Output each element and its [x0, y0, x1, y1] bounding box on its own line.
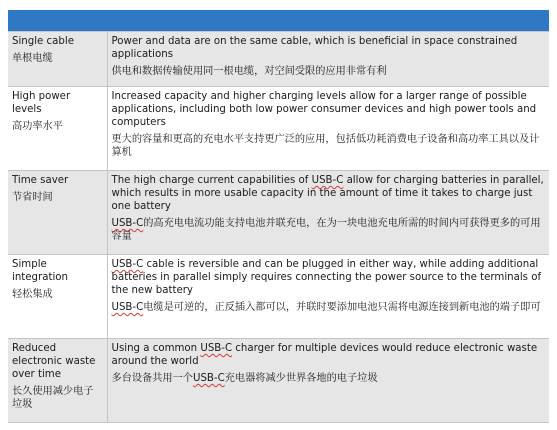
feature-name-en: Single cable: [12, 36, 74, 47]
feature-desc-cell: [107, 339, 549, 423]
header-cell-description: [107, 10, 549, 32]
spellcheck-underline: USB-C: [111, 218, 144, 229]
feature-name-cn: 高功率水平: [12, 121, 63, 132]
feature-name-en: High power levels: [12, 91, 71, 115]
feature-desc-cell: [107, 255, 549, 339]
feature-desc-cn: 更大的容量和更高的充电水平支持更广泛的应用，包括低功耗消费电子设备和高功率工具以及计算机: [111, 134, 540, 158]
feature-name-cn: 单根电缆: [12, 53, 53, 64]
feature-desc-cell: [107, 32, 549, 87]
feature-name-en: Time saver: [12, 175, 69, 186]
feature-name-cell: [8, 339, 107, 423]
spellcheck-underline: USB-C: [311, 175, 344, 186]
spellcheck-underline: USB-C: [193, 373, 225, 384]
feature-name-en: Simple integration: [12, 259, 68, 283]
feature-name-cell: [8, 32, 107, 87]
feature-desc-en: Using a common USB-C charger for multiple devices would reduce electronic waste around the world: [111, 343, 538, 367]
table-row: [8, 87, 549, 171]
feature-desc-en: Power and data are on the same cable, which is beneficial in space constrained applications: [111, 36, 518, 60]
table-row: [8, 32, 549, 87]
feature-name-cn: 节省时间: [12, 192, 53, 203]
feature-name-cn: 轻松集成: [12, 289, 53, 300]
feature-desc-cell: [107, 87, 549, 171]
table-row: [8, 255, 549, 339]
feature-desc-en: Increased capacity and higher charging levels allow for a larger range of possible applications, including both low power consumer devices and high power tools and computers: [111, 91, 537, 128]
header-cell-feature: [8, 10, 107, 32]
table-row: [8, 171, 549, 255]
feature-desc-cn: USB-C的高充电电流功能支持电池并联充电，在为一块电池充电所需的时间内可获得更多的可用容量: [111, 218, 541, 242]
feature-name-cell: [8, 255, 107, 339]
table-row: [8, 339, 549, 423]
feature-name-cn: 长久使用减少电子垃圾: [12, 386, 94, 410]
feature-desc-cell: [107, 171, 549, 255]
feature-desc-cn: 多台设备共用一个USB-C充电器将减少世界各地的电子垃圾: [111, 373, 378, 384]
feature-desc-cn: USB-C电缆是可逆的，正反插入都可以，并联时要添加电池只需将电源连接到新电池的端子即可: [111, 302, 541, 313]
feature-desc-en: The high charge current capabilities of USB-C allow for charging batteries in parallel, which results in more usable capacity in the amount of time it takes to charge just one battery: [111, 175, 544, 212]
table-header: [8, 10, 549, 32]
usb-c-features-table: [8, 10, 549, 423]
feature-desc-cn: 供电和数据传输使用同一根电缆，对空间受限的应用非常有利: [111, 66, 387, 77]
feature-name-cell: [8, 171, 107, 255]
spellcheck-underline: USB-C: [111, 259, 144, 270]
spellcheck-underline: USB-C: [111, 302, 144, 313]
spellcheck-underline: USB-C: [200, 343, 233, 354]
feature-desc-en: USB-C cable is reversible and can be plugged in either way, while adding additional batteries in parallel simply requires connecting the power source to the terminals of the new battery: [111, 259, 542, 296]
feature-name-en: Reduced electronic waste over time: [12, 343, 96, 380]
feature-name-cell: [8, 87, 107, 171]
